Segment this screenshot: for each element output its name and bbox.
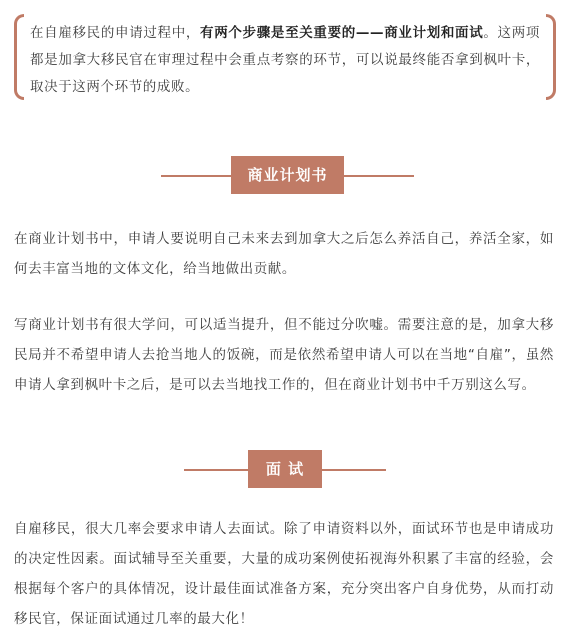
- section-header-interview: [0, 450, 566, 490]
- intro-bracket-right: [546, 14, 556, 100]
- intro-bracket-left: [14, 14, 24, 100]
- section-line-left: [184, 469, 248, 471]
- section-line-right: [322, 469, 386, 471]
- section-header-business-plan: [0, 156, 566, 196]
- section-title-business-plan: 商业计划书: [231, 156, 344, 194]
- section-title-interview: 面 试: [248, 450, 322, 488]
- intro-text-after: 。这两项都是加拿大移民官在审理过程中会重点考察的环节，可以说最终能否拿到枫叶卡，取决于这两个环节的成败。: [30, 25, 541, 95]
- intro-box: [14, 14, 556, 102]
- section-line-left: [161, 175, 231, 177]
- section-line-right: [344, 175, 414, 177]
- intro-text-before: 在自雇移民的申请过程中，: [30, 25, 201, 41]
- intro-text: [30, 20, 540, 101]
- interview-paragraph-1: 自雇移民，很大几率会要求申请人去面试。除了申请资料以外，面试环节也是申请成功的决定性因素。面试辅导至关重要，大量的成功案例使拓视海外积累了丰富的经验，会根据每个客户的具体情况，设计最佳面试准备方案，充分突出客户自身优势，从而打动移民官，保证面试通过几率的最大化！: [14, 521, 554, 627]
- business-plan-paragraph-2: 写商业计划书有很大学问，可以适当提升，但不能过分吹嘘。需要注意的是，加拿大移民局并不希望申请人去抢当地人的饭碗，而是依然希望申请人可以在当地“自雇”，虽然申请人拿到枫叶卡之后，是可以去当地找工作的，但在商业计划书中千万别这么写。: [14, 317, 554, 393]
- business-plan-paragraph-1: 在商业计划书中，申请人要说明自己未来去到加拿大之后怎么养活自己，养活全家，如何去丰富当地的文体文化，给当地做出贡献。: [14, 231, 554, 277]
- intro-text-bold: 有两个步骤是至关重要的——商业计划和面试: [200, 25, 484, 41]
